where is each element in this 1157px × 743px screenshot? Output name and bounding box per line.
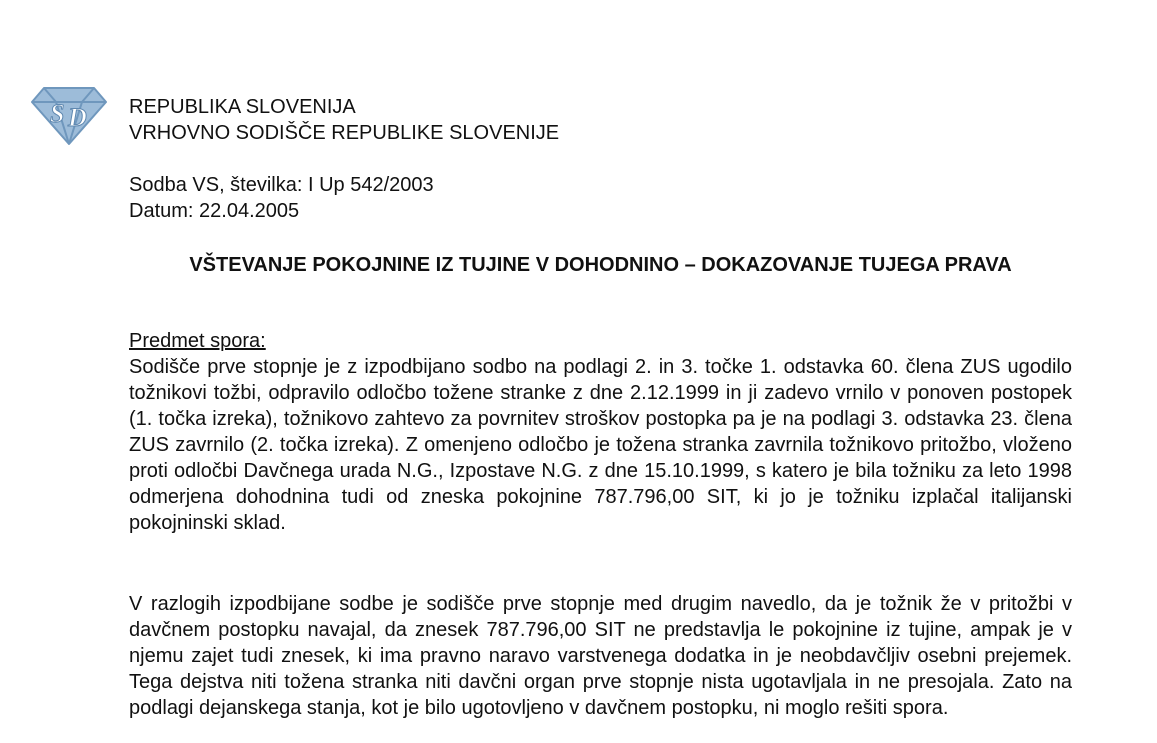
judgment-date: Datum: 22.04.2005 <box>129 200 300 222</box>
court-name: VRHOVNO SODIŠČE REPUBLIKE SLOVENIJE <box>129 122 560 144</box>
case-number: Sodba VS, številka: I Up 542/2003 <box>129 174 434 196</box>
supreme-court-logo-icon <box>28 80 110 148</box>
svg-text:D: D <box>68 103 87 132</box>
svg-text:S: S <box>50 99 65 128</box>
paragraph-1: Sodišče prve stopnje je z izpodbijano sodbo na podlagi 2. in 3. točke 1. odstavka 60. člena ZUS ugodilo tožnikovi tožbi, odpravilo odločbo tožene stranke z dne 2.12.1999 in ji zadevo vrnilo v ponoven postopek (1. točka izreka), tožnikovo zahtevo za povrnitev stroškov postopka pa je na podlagi 3. odstavka 23. člena ZUS zavrnilo (2. točka izreka). Z omenjeno odločbo je tožena stranka zavrnila tožnikovo pritožbo, vloženo proti odločbi Davčnega urada N.G., Izpostave N.G. z dne 15.10.1999, s katero je bila tožniku za leto 1998 odmerjena dohodnina tudi od zneska pokojnine 787.796,00 SIT, ki jo je tožniku izplačal italijanski pokojninski sklad. <box>129 356 1072 534</box>
paragraph-2: V razlogih izpodbijane sodbe je sodišče prve stopnje med drugim navedlo, da je tožnik že v pritožbi v davčnem postopku navajal, da znesek 787.796,00 SIT ne predstavlja le pokojnine iz tujine, ampak je v njemu zajet tudi znesek, ki ima pravno naravo varstvenega dodatka in je neobdavčljiv osebni prejemek. Tega dejstva niti tožena stranka niti davčni organ prve stopnje nista ugotavljala in ne presojala. Zato na podlagi dejanskega stanja, kot je bilo ugotovljeno v davčnem postopku, ni moglo rešiti spora. <box>129 593 1072 719</box>
republic-name: REPUBLIKA SLOVENIJA <box>129 96 356 118</box>
document-title: VŠTEVANJE POKOJNINE IZ TUJINE V DOHODNINO – DOKAZOVANJE TUJEGA PRAVA <box>189 254 1012 276</box>
section-heading: Predmet spora: <box>129 330 266 352</box>
